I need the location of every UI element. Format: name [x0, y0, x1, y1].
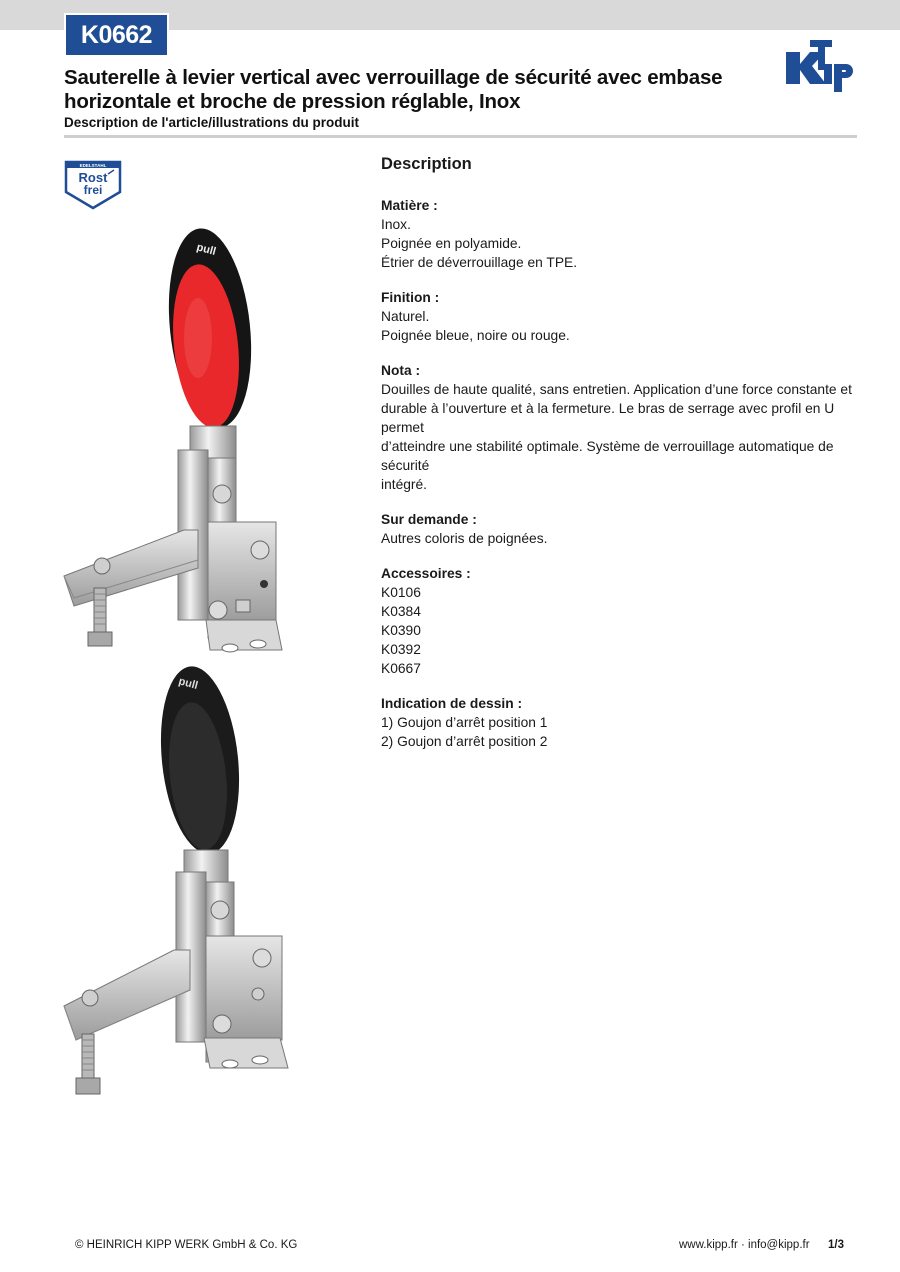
section-line: Poignée en polyamide. — [381, 236, 522, 251]
product-image-black-handle — [58, 664, 298, 1104]
description-section — [381, 196, 861, 272]
kipp-logo — [784, 38, 860, 96]
footer-copyright: © HEINRICH KIPP WERK GmbH & Co. KG — [75, 1239, 298, 1251]
badge-line2: frei — [83, 183, 103, 197]
section-line: 1) Goujon d’arrêt position 1 — [381, 715, 548, 730]
section-line: Autres coloris de poignées. — [381, 531, 548, 546]
section-line: K0106 — [381, 585, 421, 600]
description-section — [381, 288, 861, 345]
description-sections — [381, 196, 861, 751]
section-line: Poignée bleue, noire ou rouge. — [381, 328, 570, 343]
section-label: Finition : — [381, 290, 440, 305]
description-section — [381, 564, 861, 678]
description-section — [381, 361, 861, 494]
handle-text-bottom: pull — [177, 675, 200, 692]
section-line: durable à l’ouverture et à la fermeture. Le bras de serrage avec profil en U permet — [381, 401, 835, 435]
rost-frei-badge — [64, 158, 122, 210]
section-line: K0667 — [381, 661, 421, 676]
section-label: Matière : — [381, 198, 438, 213]
section-line: K0390 — [381, 623, 421, 638]
page-subtitle: Description de l'article/illustrations du produit — [64, 115, 359, 130]
section-line: K0384 — [381, 604, 421, 619]
section-label: Nota : — [381, 363, 421, 378]
product-image-red-handle — [58, 228, 298, 668]
section-line: Inox. — [381, 217, 411, 232]
badge-line1: Rost — [78, 170, 108, 185]
section-label: Sur demande : — [381, 512, 477, 527]
badge-top-text: EDELSTAHL — [79, 163, 107, 168]
header-divider — [64, 135, 857, 138]
section-line: Naturel. — [381, 309, 430, 324]
section-label: Accessoires : — [381, 566, 471, 581]
section-line: K0392 — [381, 642, 421, 657]
description-heading: Description — [381, 155, 472, 173]
page-title: Sauterelle à levier vertical avec verrouillage de sécurité avec embase horizontale et broche de pression réglable, Inox — [64, 66, 723, 113]
article-code-badge: K0662 — [64, 13, 169, 57]
section-line: d’atteindre une stabilité optimale. Système de verrouillage automatique de sécurité — [381, 439, 834, 473]
footer-contact: www.kipp.fr · info@kipp.fr — [679, 1239, 810, 1251]
section-line: intégré. — [381, 477, 428, 492]
handle-text-top: pull — [195, 241, 218, 258]
section-label: Indication de dessin : — [381, 696, 523, 711]
description-column — [381, 154, 861, 767]
page-number: 1/3 — [828, 1239, 844, 1251]
description-section — [381, 694, 861, 751]
section-line: Douilles de haute qualité, sans entretien. Application d’une force constante et — [381, 382, 852, 397]
section-line: 2) Goujon d’arrêt position 2 — [381, 734, 548, 749]
description-section — [381, 510, 861, 548]
section-line: Étrier de déverrouillage en TPE. — [381, 255, 578, 270]
